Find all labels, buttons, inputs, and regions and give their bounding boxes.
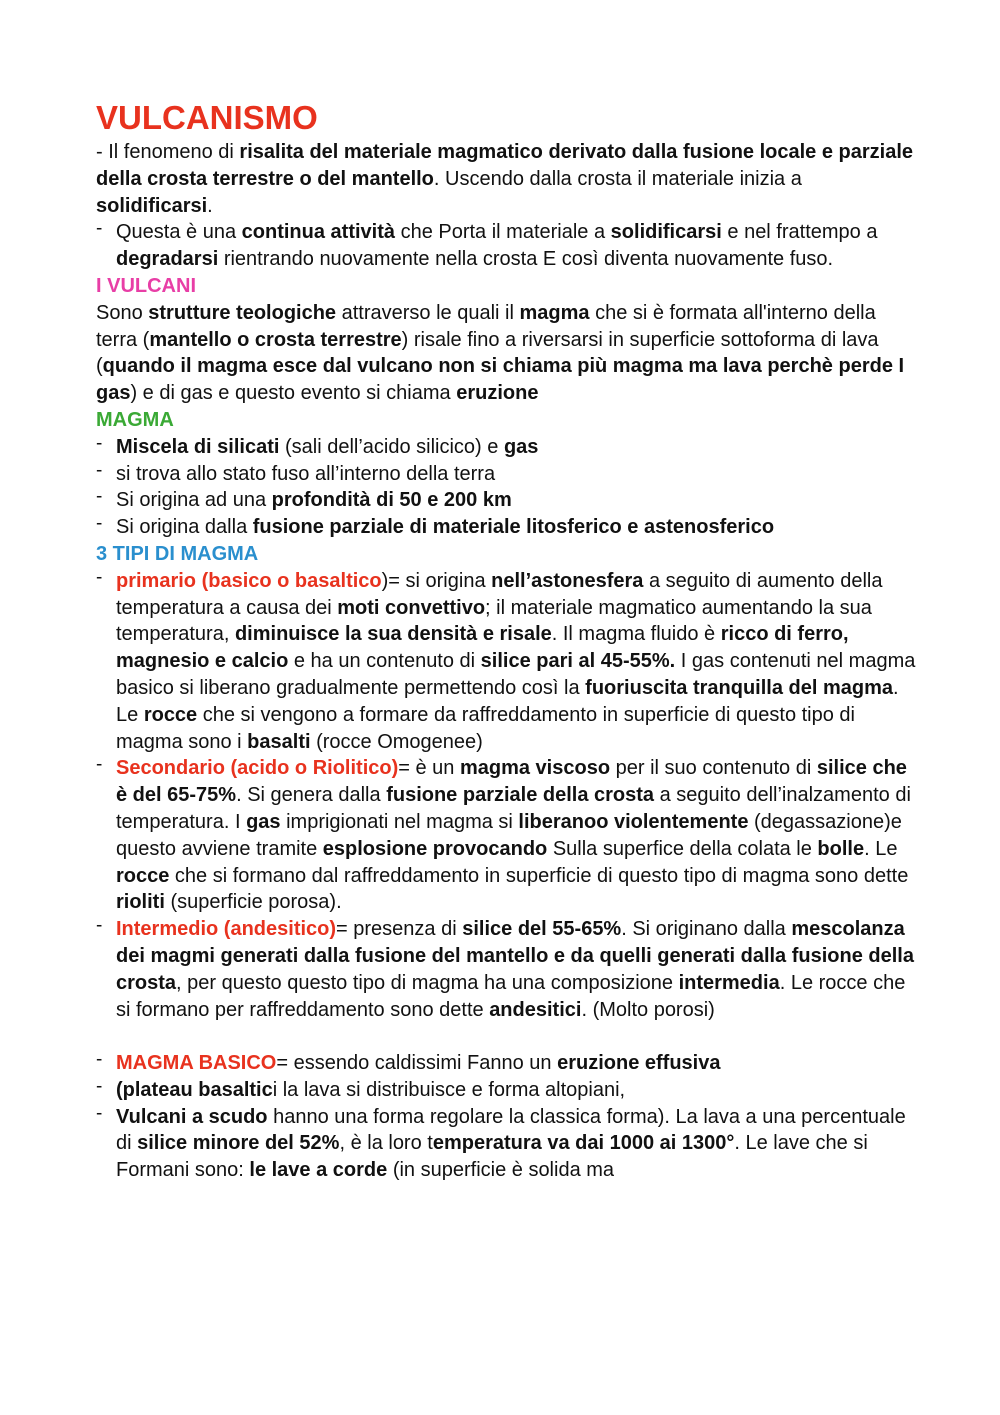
text-run: ) e di gas e questo evento si chiama <box>130 382 457 405</box>
bold-text: silice pari al 45-55%. <box>480 650 676 673</box>
list-item <box>96 568 916 756</box>
bold-text: diminuisce la sua densità e risale <box>234 623 552 646</box>
vulcani-paragraph <box>96 300 916 407</box>
text-run: (in superficie è solida ma <box>387 1159 615 1182</box>
bold-text: (plateau basaltic <box>116 1078 273 1101</box>
text-run: (sali dell’acido silicico) e <box>279 435 504 458</box>
text-run: , è la loro t <box>339 1132 433 1155</box>
text-run: Sono <box>96 301 149 324</box>
bold-text: basalti <box>247 730 311 753</box>
text-run: e nel frattempo a <box>721 221 878 244</box>
text-run: . <box>207 194 213 217</box>
highlight-text: MAGMA BASICO <box>116 1052 277 1075</box>
document-page <box>96 98 916 1184</box>
bold-text: silice che è del 65-75% <box>116 757 907 807</box>
text-run: che si vengono a formare da raffreddamento in superficie di questo tipo di magma sono i <box>116 703 855 753</box>
list-item <box>96 514 916 541</box>
bold-text: le lave a corde <box>249 1159 388 1182</box>
bold-text: esplosione provocando <box>322 837 548 860</box>
text-run: hanno una forma regolare la classica forma). La lava a una percentuale di <box>116 1105 906 1155</box>
vulcani-heading: I VULCANI <box>96 274 196 297</box>
magma-basico-list <box>96 1050 916 1184</box>
bold-text: risalita del materiale magmatico derivato dalla fusione locale e parziale della crosta terrestre o del mantello <box>96 141 914 190</box>
text-run: . Il magma fluido è <box>551 623 721 646</box>
text-run: = presenza di <box>336 918 463 941</box>
bold-text: andesitici <box>489 998 582 1021</box>
list-item <box>96 434 916 461</box>
text-run: imprigionati nel magma si <box>280 810 519 833</box>
bold-text: solidificarsi <box>96 194 208 217</box>
list-item <box>96 219 916 273</box>
bold-text: Miscela di silicati <box>116 435 280 458</box>
page-title: VULCANISMO <box>96 99 318 136</box>
bold-text: fusione parziale di materiale litosferico e astenosferico <box>252 516 775 539</box>
bold-text: magma viscoso <box>459 757 611 780</box>
intro-paragraph <box>96 139 916 219</box>
magma-heading: MAGMA <box>96 408 174 431</box>
text-run: che si formano dal raffreddamento in superficie di questo tipo di magma sono dette <box>169 864 909 887</box>
text-run: . Si originano dalla <box>621 918 792 941</box>
bold-text: quando il magma esce dal vulcano non si chiama più magma ma lava perchè perde I gas <box>96 355 905 405</box>
bold-text: solidificarsi <box>610 221 722 244</box>
bold-text: gas <box>503 435 539 458</box>
bold-text: intermedia <box>678 971 780 994</box>
bold-text: profondità di 50 e 200 km <box>271 489 512 512</box>
bold-text: magma <box>519 301 590 324</box>
text-run: . Le <box>116 676 899 726</box>
bold-text: silice del 55-65% <box>462 918 622 941</box>
list-item <box>96 1050 916 1077</box>
list-item <box>96 487 916 514</box>
highlight-text: primario (basico o basaltico <box>116 569 382 592</box>
text-run: a seguito di aumento della temperatura a causa dei <box>116 569 883 619</box>
text-run: . Uscendo dalla crosta il materiale inizia a <box>433 167 802 190</box>
text-run: a seguito dell’inalzamento di temperatura. I <box>116 784 911 833</box>
text-run: (rocce Omogenee) <box>310 730 483 753</box>
text-run: . Le rocce che si formano per raffreddamento sono dette <box>116 971 906 1021</box>
text-run: che si è formata all'interno della terra ( <box>96 301 876 351</box>
bold-text: strutture teologiche <box>148 301 337 324</box>
bold-text: nell’astonesfera <box>491 569 644 592</box>
text-run: Questa è una <box>116 221 242 244</box>
bold-text: mescolanza dei magmi generati dalla fusione del mantello e da quelli generati dalla fusione della crosta <box>116 918 914 994</box>
bold-text: fusione parziale della crosta <box>386 784 655 807</box>
bold-text: eruzione effusiva <box>557 1052 721 1075</box>
text-run: - Il fenomeno di <box>96 141 240 163</box>
highlight-text: Intermedio (andesitico) <box>116 918 337 941</box>
text-run: ) risale fino a riversarsi in superficie sottoforma di lava ( <box>96 328 879 378</box>
bold-text: moti convettivo <box>337 596 486 619</box>
bold-text: rocce <box>116 864 170 887</box>
text-run: si trova allo stato fuso all’interno della terra <box>116 462 496 485</box>
bold-text: Vulcani a scudo <box>116 1105 268 1128</box>
list-item <box>96 1077 916 1104</box>
list-item <box>96 461 916 488</box>
text-run: Si origina ad una <box>116 489 272 512</box>
text-run: . Le lave che si Formani sono: <box>116 1132 868 1182</box>
text-run: . Si genera dalla <box>236 784 387 807</box>
bold-text: gas <box>246 810 281 833</box>
bold-text: bolle <box>817 837 865 860</box>
text-run: , per questo questo tipo di magma ha una composizione <box>176 971 679 994</box>
list-item <box>96 1104 916 1184</box>
list-item <box>96 755 916 916</box>
magma-list <box>96 434 916 541</box>
bold-text: rocce <box>143 703 198 726</box>
bold-text: mantello o crosta terrestre <box>149 328 402 351</box>
text-run: ; il materiale magmatico aumentando la sua temperatura, <box>116 596 872 646</box>
bold-text: degradarsi <box>116 248 219 271</box>
blank-line <box>96 1023 916 1050</box>
text-run: = è un <box>398 757 460 780</box>
intro-list <box>96 219 916 273</box>
bold-text: continua attività <box>241 221 396 244</box>
bold-text: fuoriuscita tranquilla del magma <box>585 676 894 699</box>
highlight-text: Secondario (acido o Riolitico) <box>116 757 399 780</box>
text-run: (degassazione)e questo avviene tramite <box>116 810 902 860</box>
bold-text: eruzione <box>456 382 539 405</box>
tipi-magma-list <box>96 568 916 1024</box>
text-run: che Porta il materiale a <box>395 221 611 244</box>
text-run: attraverso le quali il <box>336 301 520 324</box>
text-run: = essendo caldissimi Fanno un <box>276 1052 558 1075</box>
tipi-magma-heading: 3 TIPI DI MAGMA <box>96 542 259 565</box>
text-run: e ha un contenuto di <box>288 650 481 673</box>
text-run: Si origina dalla <box>116 516 253 539</box>
text-run: (superficie porosa). <box>164 891 342 914</box>
list-item <box>96 916 916 1023</box>
text-run: . (Molto porosi) <box>581 998 715 1021</box>
text-run: Sulla superfice della colata le <box>547 837 818 860</box>
bold-text: ricco di ferro, magnesio e calcio <box>116 623 849 673</box>
text-run: I gas contenuti nel magma basico si liberano gradualmente permettendo così la <box>116 650 916 699</box>
bold-text: silice minore del 52% <box>137 1132 340 1155</box>
bold-text: emperatura va dai 1000 ai 1300° <box>432 1132 735 1155</box>
text-run: per il suo contenuto di <box>610 757 817 780</box>
text-run: rientrando nuovamente nella crosta E così diventa nuovamente fuso. <box>218 248 834 271</box>
text-run: )= si origina <box>381 569 492 592</box>
bold-text: rioliti <box>116 891 165 914</box>
bold-text: liberanoo violentemente <box>518 810 749 833</box>
text-run: i la lava si distribuisce e forma altopiani, <box>272 1078 626 1101</box>
text-run: . Le <box>864 837 898 860</box>
